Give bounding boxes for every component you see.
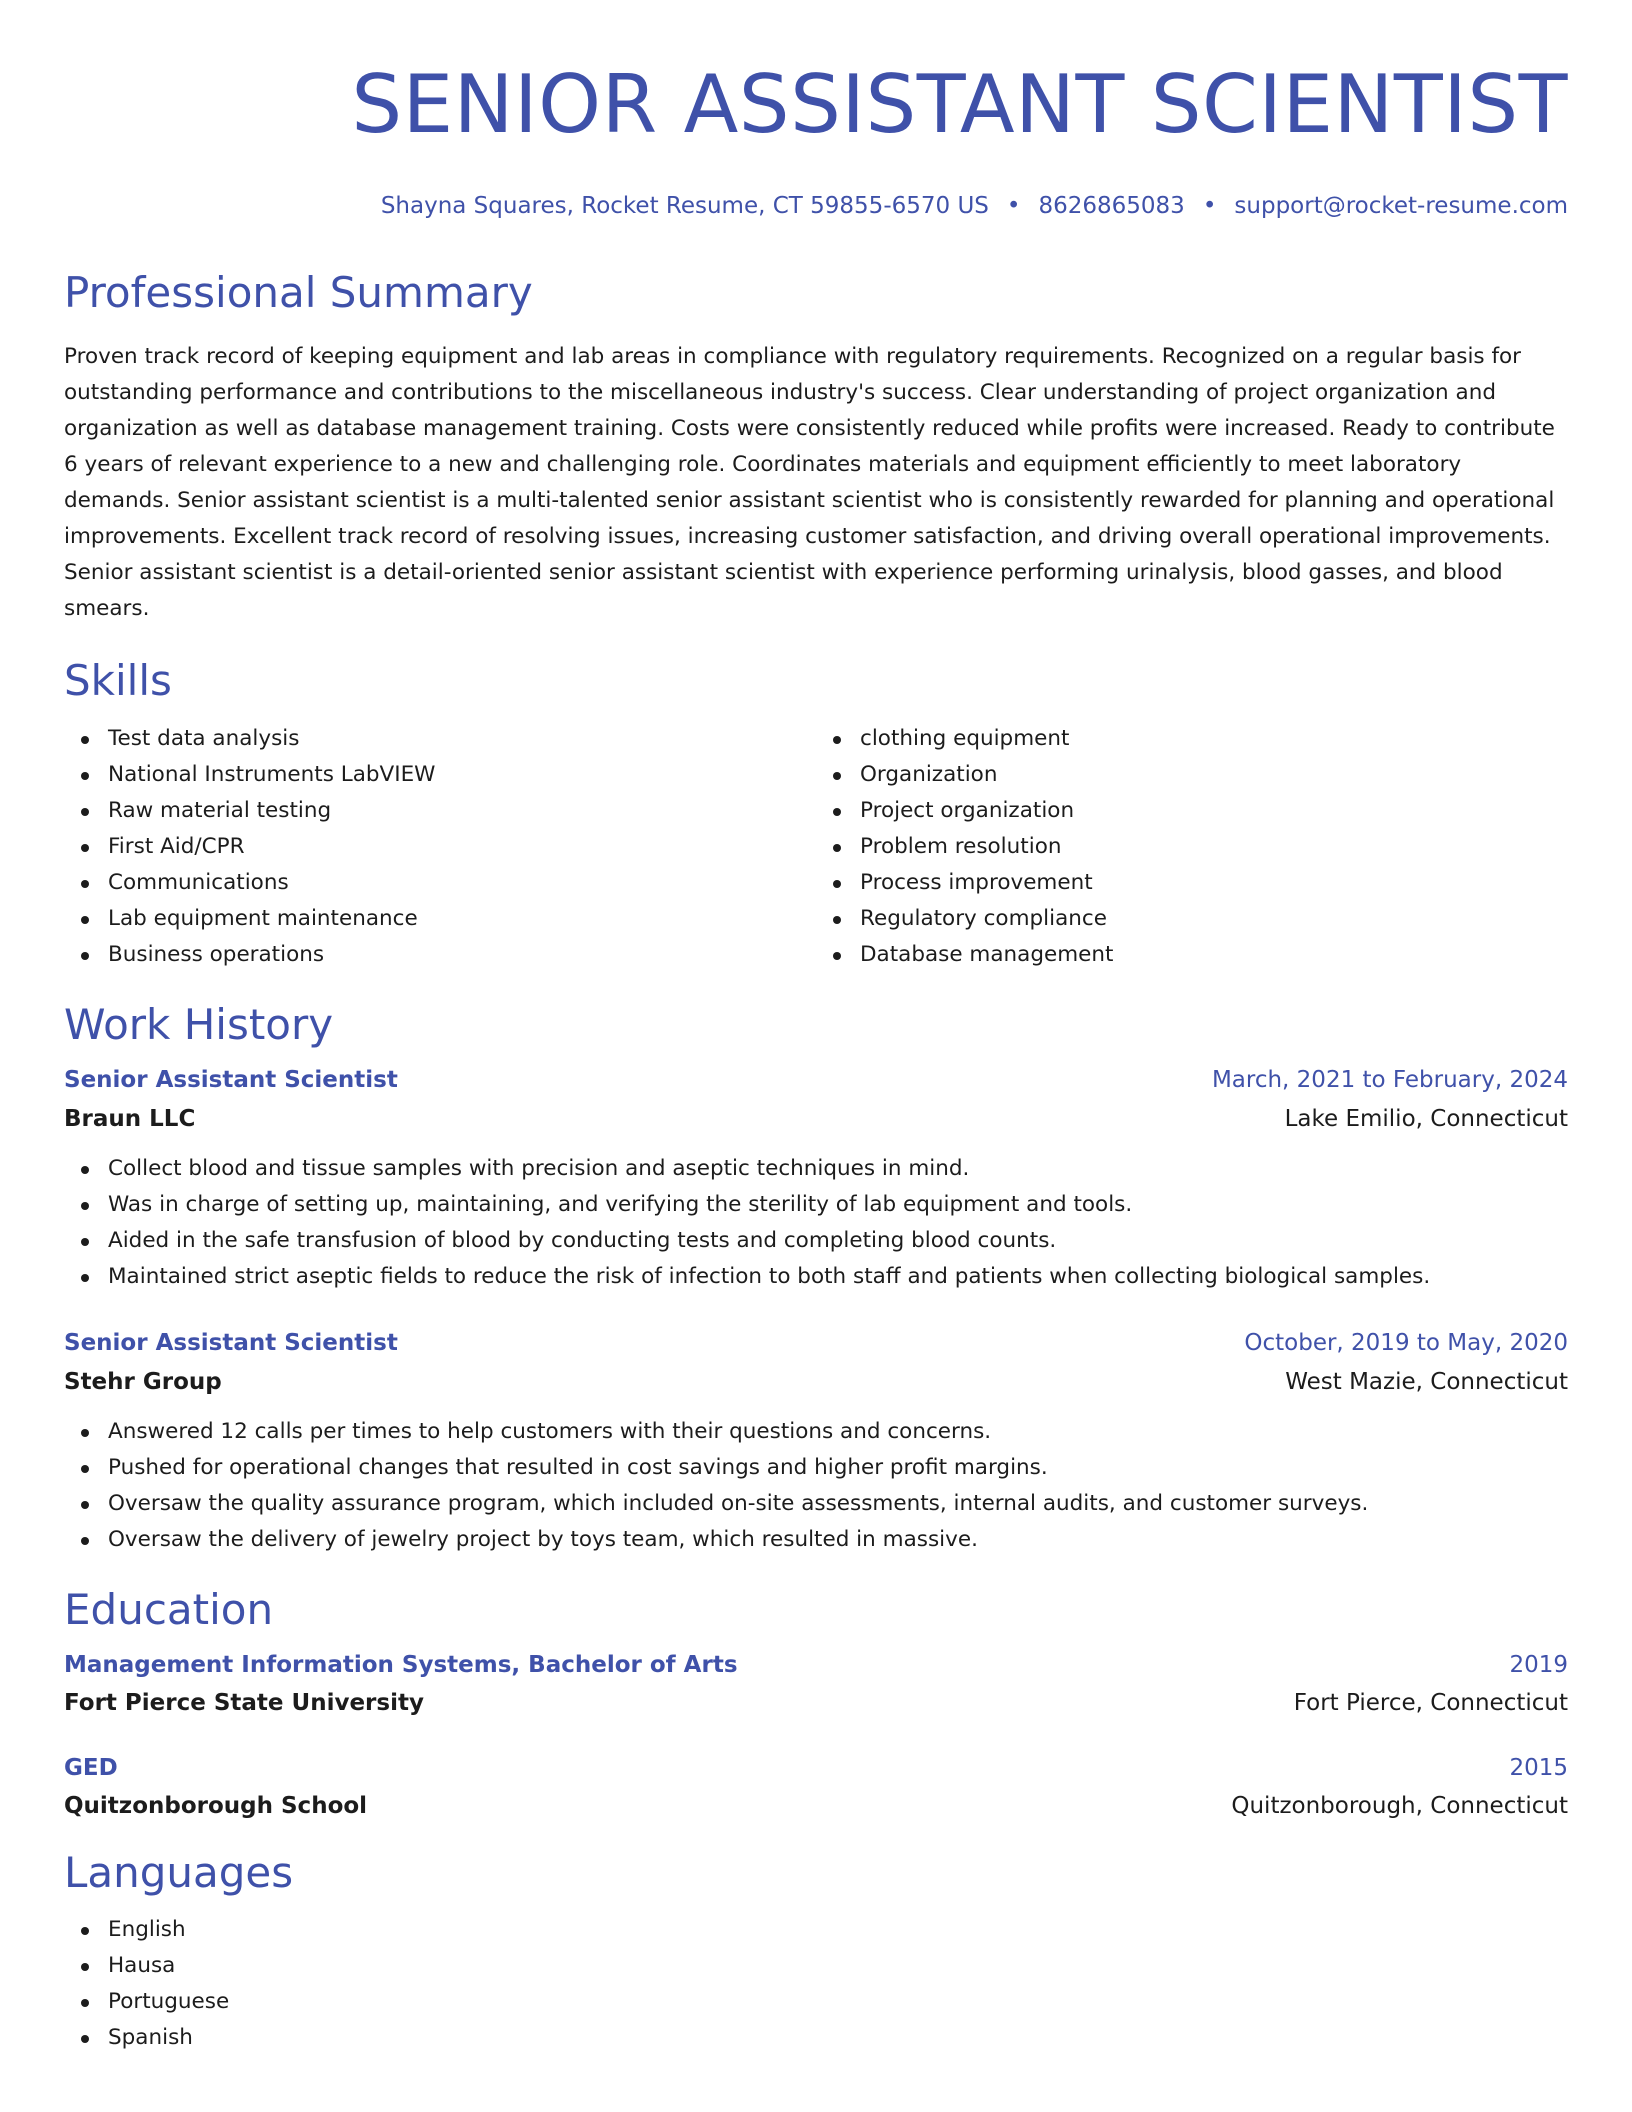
education-entry: [64, 1650, 1568, 1718]
job-entry: [64, 1065, 1568, 1295]
education-location: Fort Pierce, Connecticut: [1293, 1690, 1568, 1716]
job-location: West Mazie, Connecticut: [1285, 1369, 1568, 1395]
job-bullet: Was in charge of setting up, maintaining, and verifying the sterility of lab equipment and tools.: [108, 1187, 1568, 1223]
contact-address: Shayna Squares, Rocket Resume, CT 59855-6570 US: [380, 193, 989, 219]
education-degree: Management Information Systems, Bachelor of Arts: [64, 1652, 738, 1678]
job-company: Stehr Group: [64, 1369, 222, 1395]
skills-list-right: [816, 721, 1568, 973]
education-school-row: [64, 1791, 1568, 1821]
languages-heading: Languages: [64, 1848, 294, 1897]
summary-text: Proven track record of keeping equipment and lab areas in compliance with regulatory requirements. Recognized on a regular basis for outstanding performance and contributions to the miscellaneous industry's success. Clear understanding of project organization and organization as well as database management training. Costs were consistently reduced while profits were increased. Ready to contribute 6 years of relevant experience to a new and challenging role. Coordinates materials and equipment efficiently to meet laboratory demands. Senior assistant scientist is a multi-talented senior assistant scientist who is consistently rewarded for planning and operational improvements. Excellent track record of resolving issues, increasing customer satisfaction, and driving overall operational improvements. Senior assistant scientist is a detail-oriented senior assistant scientist with experience performing urinalysis, blood gasses, and blood smears.: [64, 344, 1555, 621]
education-header-row: [64, 1753, 1568, 1783]
education-heading: Education: [64, 1585, 274, 1634]
education-location: Quitzonborough, Connecticut: [1231, 1793, 1568, 1819]
job-bullets: [64, 1414, 1568, 1558]
skill-item: Lab equipment maintenance: [108, 901, 816, 937]
job-bullet: Maintained strict aseptic fields to reduce the risk of infection to both staff and patients when collecting biological samples.: [108, 1259, 1568, 1295]
skill-item: Project organization: [860, 793, 1568, 829]
page-title: SENIOR ASSISTANT SCIENTIST: [351, 58, 1568, 151]
skill-item: Test data analysis: [108, 721, 816, 757]
skills-section: [64, 655, 1568, 973]
education-section: [64, 1584, 1568, 1821]
contact-phone: 8626865083: [1038, 193, 1185, 219]
skill-item: Regulatory compliance: [860, 901, 1568, 937]
education-year: 2015: [1509, 1755, 1568, 1781]
language-item: Hausa: [108, 1948, 1568, 1984]
job-title: Senior Assistant Scientist: [64, 1330, 398, 1356]
work-section: [64, 999, 1568, 1558]
job-bullets: [64, 1151, 1568, 1295]
job-dates: October, 2019 to May, 2020: [1244, 1330, 1568, 1356]
skills-columns: [64, 721, 1568, 973]
job-company-row: [64, 1367, 1568, 1397]
job-bullet: Answered 12 calls per times to help customers with their questions and concerns.: [108, 1414, 1568, 1450]
skill-item: Problem resolution: [860, 829, 1568, 865]
skill-item: National Instruments LabVIEW: [108, 757, 816, 793]
job-header-row: [64, 1328, 1568, 1358]
job-bullet: Oversaw the quality assurance program, which included on-site assessments, internal audits, and customer surveys.: [108, 1486, 1568, 1522]
skill-item: Raw material testing: [108, 793, 816, 829]
contact-email: support@rocket-resume.com: [1234, 193, 1568, 219]
job-bullet: Oversaw the delivery of jewelry project by toys team, which resulted in massive.: [108, 1522, 1568, 1558]
job-company-row: [64, 1104, 1568, 1134]
education-entry: [64, 1753, 1568, 1821]
skill-item: Database management: [860, 937, 1568, 973]
job-bullet: Collect blood and tissue samples with precision and aseptic techniques in mind.: [108, 1151, 1568, 1187]
contact-separator: •: [1202, 193, 1217, 219]
education-school: Fort Pierce State University: [64, 1690, 424, 1716]
language-item: English: [108, 1912, 1568, 1948]
skill-item: Business operations: [108, 937, 816, 973]
contact-separator: •: [1006, 193, 1021, 219]
education-header-row: [64, 1650, 1568, 1680]
job-title: Senior Assistant Scientist: [64, 1067, 398, 1093]
job-bullet: Aided in the safe transfusion of blood by conducting tests and completing blood counts.: [108, 1223, 1568, 1259]
skills-heading: Skills: [64, 656, 172, 705]
summary-section: [64, 267, 1568, 627]
language-item: Portuguese: [108, 1984, 1568, 2020]
language-item: Spanish: [108, 2020, 1568, 2056]
summary-heading: Professional Summary: [64, 268, 533, 317]
skill-item: Process improvement: [860, 865, 1568, 901]
education-school-row: [64, 1688, 1568, 1718]
education-year: 2019: [1509, 1652, 1568, 1678]
job-bullet: Pushed for operational changes that resulted in cost savings and higher profit margins.: [108, 1450, 1568, 1486]
skills-list-left: [64, 721, 816, 973]
education-school: Quitzonborough School: [64, 1793, 368, 1819]
skill-item: First Aid/CPR: [108, 829, 816, 865]
languages-section: [64, 1847, 1568, 2056]
languages-list: [64, 1912, 1568, 2056]
job-dates: March, 2021 to February, 2024: [1211, 1067, 1568, 1093]
work-heading: Work History: [64, 1000, 334, 1049]
job-company: Braun LLC: [64, 1106, 196, 1132]
job-header-row: [64, 1065, 1568, 1095]
job-location: Lake Emilio, Connecticut: [1284, 1106, 1568, 1132]
skill-item: clothing equipment: [860, 721, 1568, 757]
job-entry: [64, 1328, 1568, 1558]
skill-item: Communications: [108, 865, 816, 901]
skill-item: Organization: [860, 757, 1568, 793]
education-degree: GED: [64, 1755, 118, 1781]
contact-line: [64, 191, 1568, 221]
